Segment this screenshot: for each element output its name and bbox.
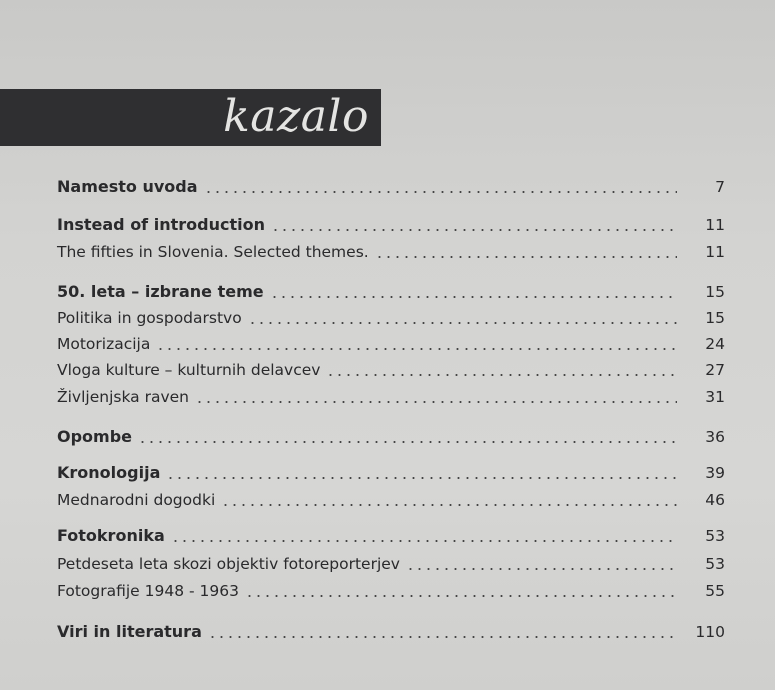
toc-entry-page: 11 — [705, 216, 725, 234]
toc-entry-label: Kronologija — [57, 463, 161, 482]
toc-entry-label: Fotokronika — [57, 526, 165, 545]
toc-entry-label: Instead of introduction — [57, 215, 265, 234]
dot-leader — [138, 441, 677, 443]
toc-entry[interactable] — [57, 486, 725, 510]
toc-entry-label: Motorizacija — [57, 335, 151, 353]
title-banner — [0, 89, 381, 146]
toc-entry-page: 11 — [705, 243, 725, 261]
toc-entry-label: Opombe — [57, 427, 133, 446]
toc-entry[interactable] — [57, 550, 725, 574]
toc-entry-page: 15 — [705, 283, 725, 301]
toc-entry-page: 55 — [705, 582, 725, 600]
toc-entry-page: 53 — [705, 527, 725, 545]
toc-entry[interactable] — [57, 383, 725, 407]
toc-entry[interactable] — [57, 423, 725, 447]
dot-leader — [171, 540, 677, 542]
toc-entry-page: 39 — [705, 464, 725, 482]
toc-entry-page: 15 — [705, 309, 725, 327]
toc-entry-page: 53 — [705, 555, 725, 573]
dot-leader — [406, 568, 677, 570]
toc-entry-page: 36 — [705, 428, 725, 446]
dot-leader — [271, 229, 677, 231]
toc-entry[interactable] — [57, 618, 725, 642]
dot-leader — [195, 401, 677, 403]
toc-entry[interactable] — [57, 304, 725, 328]
toc-entry-label: Vloga kulture – kulturnih delavcev — [57, 361, 321, 379]
toc-entry-page: 31 — [705, 388, 725, 406]
toc-entry-label: Politika in gospodarstvo — [57, 309, 242, 327]
toc-entry[interactable] — [57, 356, 725, 380]
dot-leader — [166, 477, 677, 479]
toc-entry-label: Mednarodni dogodki — [57, 491, 216, 509]
toc-entry-label: The fifties in Slovenia. Selected themes. — [57, 243, 369, 261]
toc-entry-label: Viri in literatura — [57, 622, 202, 641]
toc-entry[interactable] — [57, 238, 725, 262]
toc-entry-page: 110 — [695, 623, 725, 641]
dot-leader — [221, 504, 677, 506]
dot-leader — [204, 191, 677, 193]
dot-leader — [248, 322, 677, 324]
toc-entry-page: 46 — [705, 491, 725, 509]
dot-leader — [326, 374, 677, 376]
toc-entry-label: Fotografije 1948 - 1963 — [57, 582, 239, 600]
toc-entry-page: 27 — [705, 361, 725, 379]
toc-entry-page: 24 — [705, 335, 725, 353]
toc-entry[interactable] — [57, 459, 725, 483]
dot-leader — [270, 296, 677, 298]
toc-entry[interactable] — [57, 278, 725, 302]
toc-entry[interactable] — [57, 330, 725, 354]
page-title: kazalo — [223, 91, 369, 142]
dot-leader — [375, 256, 677, 258]
dot-leader — [245, 595, 677, 597]
dot-leader — [208, 636, 677, 638]
toc-entry[interactable] — [57, 173, 725, 197]
dot-leader — [156, 348, 677, 350]
toc-entry-label: Namesto uvoda — [57, 177, 198, 196]
toc-entry-page: 7 — [715, 178, 725, 196]
toc-entry[interactable] — [57, 211, 725, 235]
toc-entry-label: 50. leta – izbrane teme — [57, 282, 264, 301]
toc-entry-label: Življenjska raven — [57, 388, 189, 406]
toc-entry[interactable] — [57, 577, 725, 601]
toc-entry[interactable] — [57, 522, 725, 546]
toc-entry-label: Petdeseta leta skozi objektiv fotoreporterjev — [57, 555, 400, 573]
